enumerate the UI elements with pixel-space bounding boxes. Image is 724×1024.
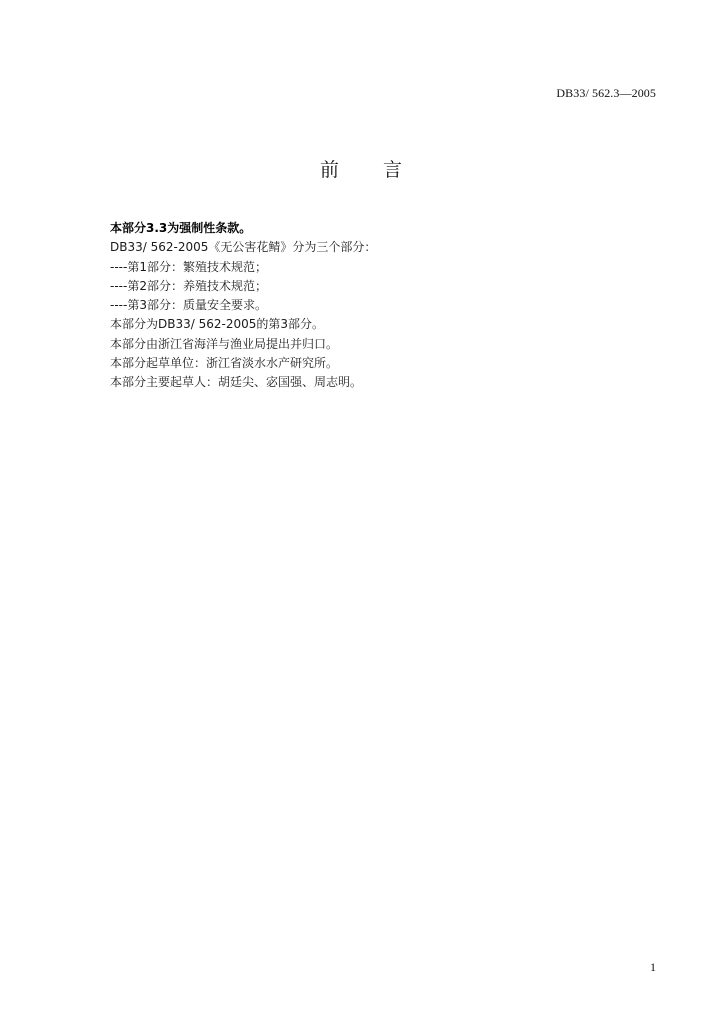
section-title: 前 言	[319, 159, 404, 181]
drafters-line: 本部分主要起草人：胡廷尖、宓国强、周志明。	[110, 375, 363, 390]
part-3-line: ----第3部分：质量安全要求。	[110, 298, 267, 313]
foreword-body	[110, 219, 630, 393]
mandatory-clause-line: 本部分3.3为强制性条款。	[110, 221, 252, 235]
this-part-line: 本部分为DB33/ 562-2005的第3部分。	[110, 317, 325, 332]
standard-parts-intro-line: DB33/ 562-2005《无公害花鲭》分为三个部分：	[110, 240, 377, 255]
proposer-line: 本部分由浙江省海洋与渔业局提出并归口。	[110, 336, 339, 351]
page-number: 1	[650, 960, 656, 974]
part-2-line: ----第2部分：养殖技术规范；	[110, 278, 267, 293]
document-code: DB33/ 562.3—2005	[556, 86, 656, 100]
drafting-unit-line: 本部分起草单位：浙江省淡水水产研究所。	[110, 356, 339, 371]
part-1-line: ----第1部分：繁殖技术规范；	[110, 259, 267, 274]
